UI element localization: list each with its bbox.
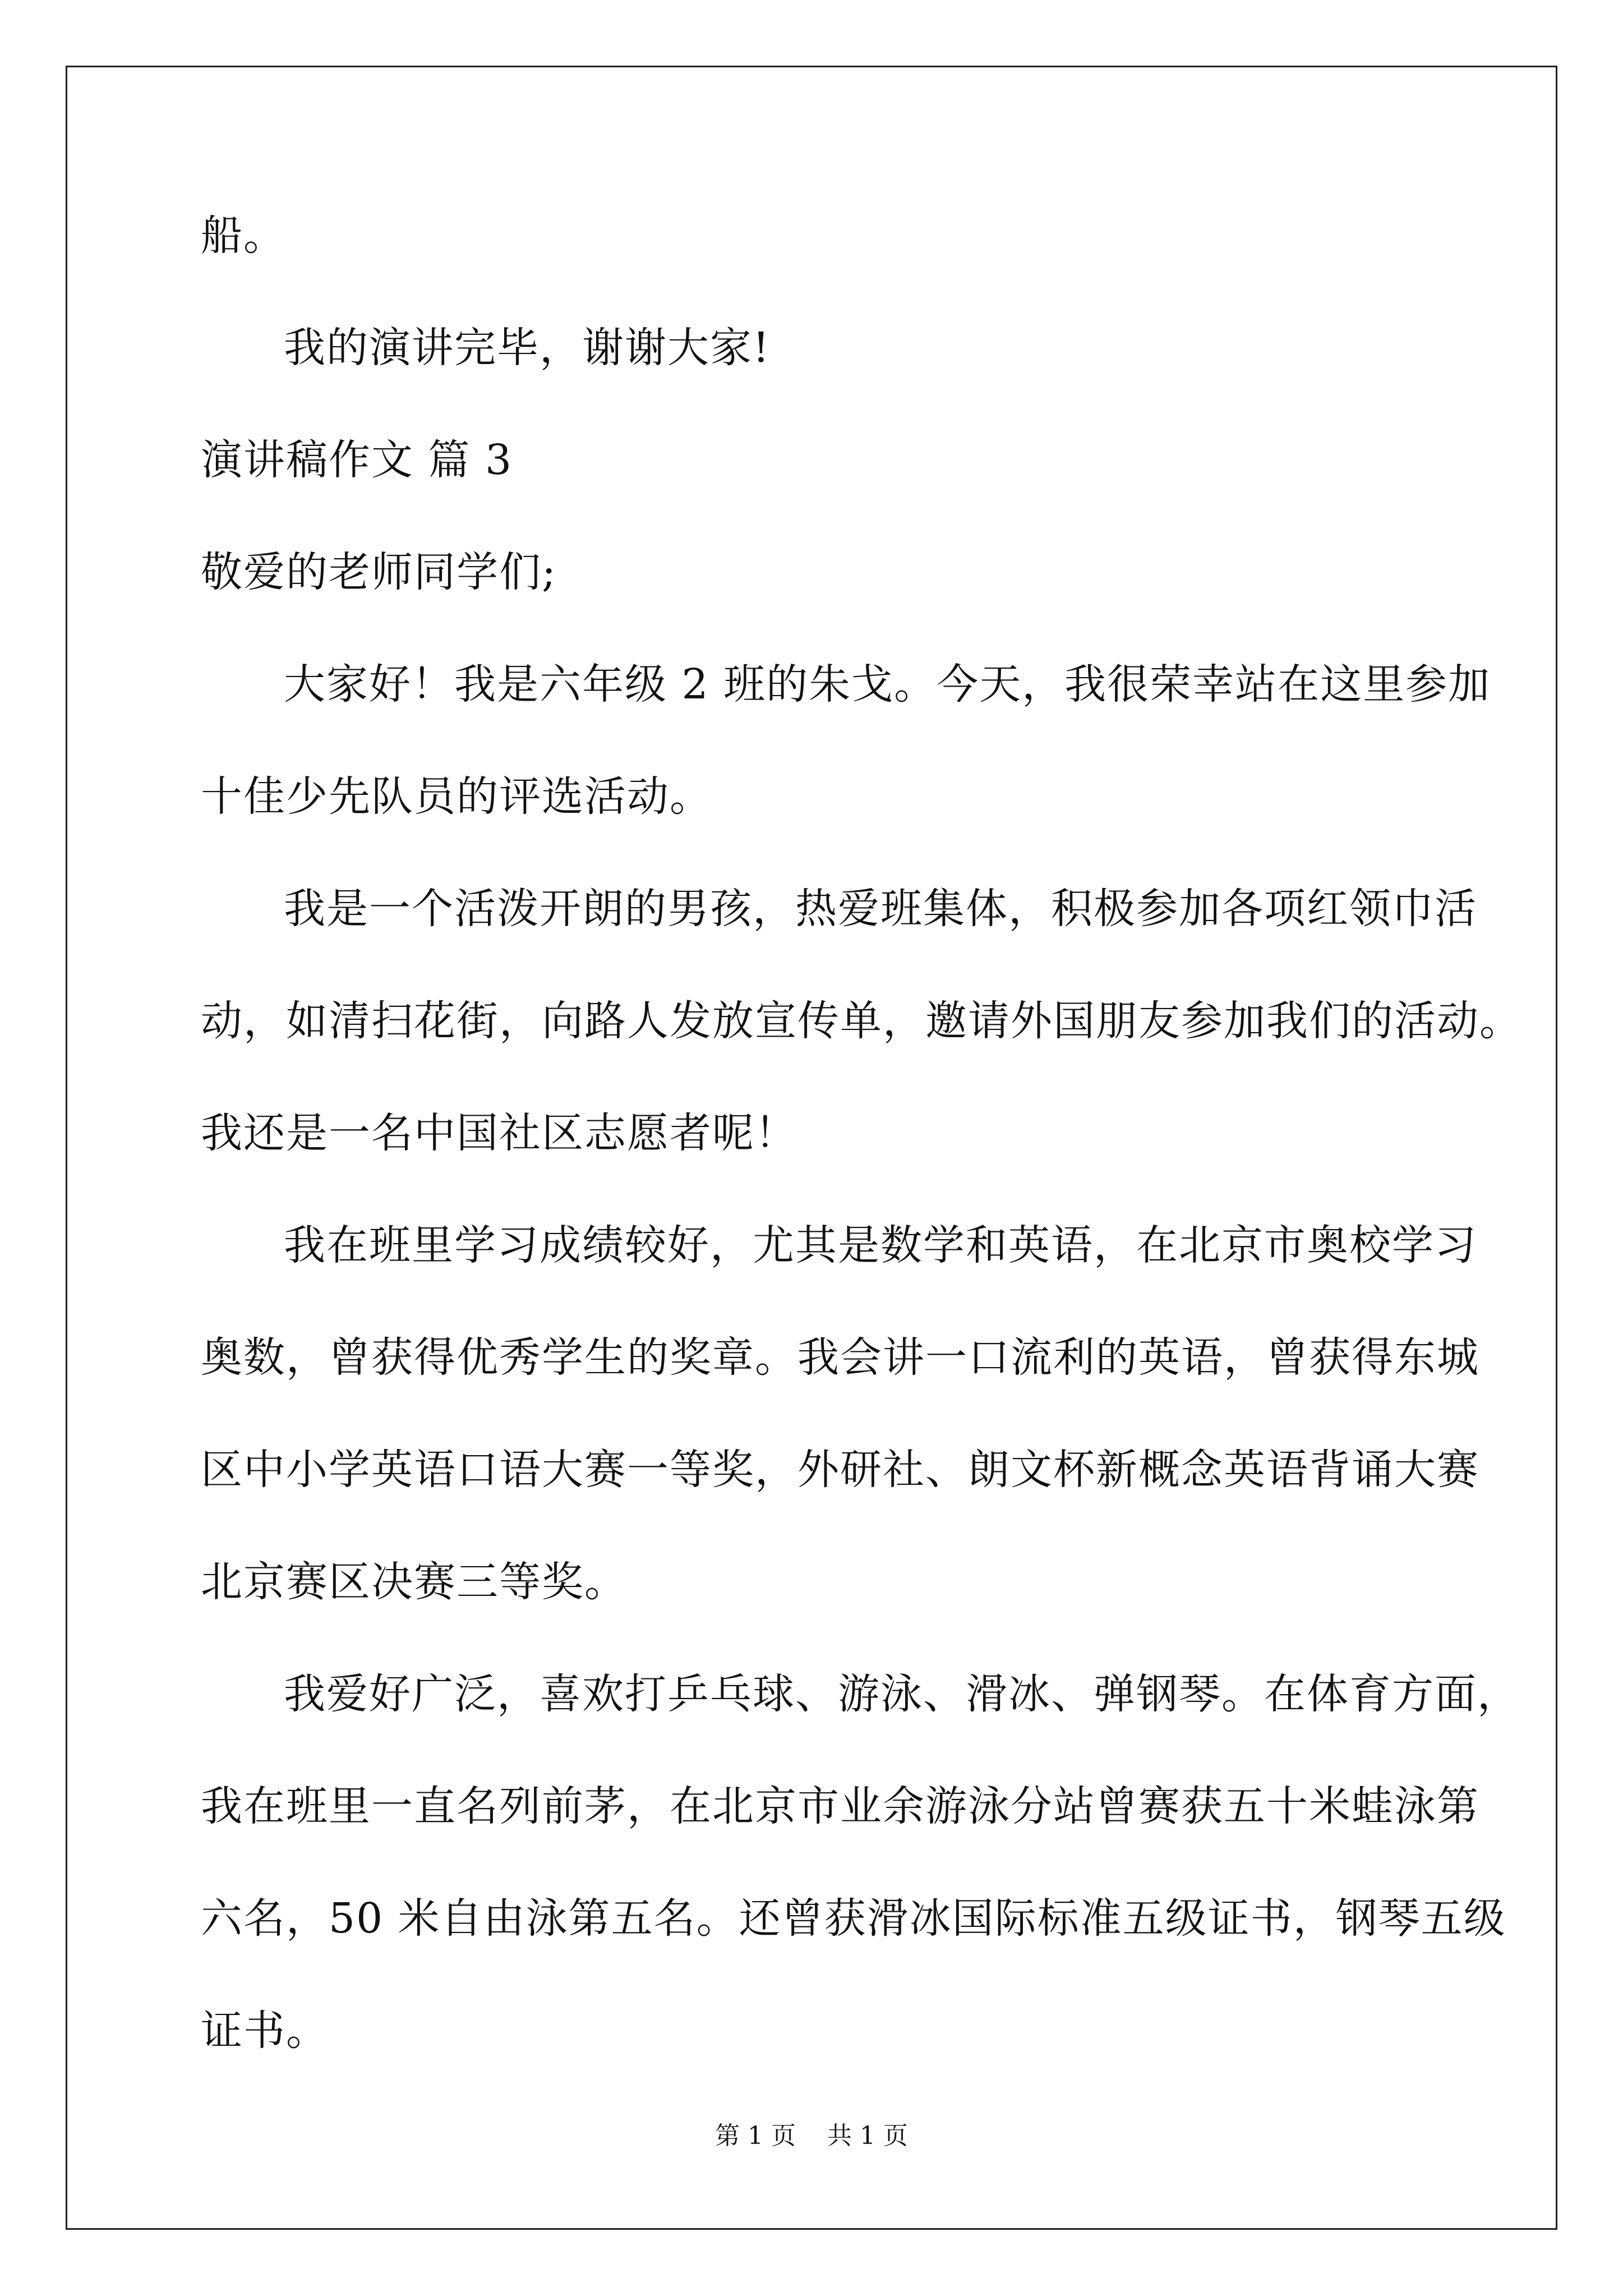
text-line: 我在班里学习成绩较好，尤其是数学和英语，在北京市奥校学习 [284, 1221, 1477, 1269]
text-line: 六名，50 米自由泳第五名。还曾获滑冰国际标准五级证书，钢琴五级 [201, 1894, 1506, 1943]
text-line: 大家好！我是六年级 2 班的朱戈。今天，我很荣幸站在这里参加 [284, 660, 1491, 708]
text-line: 我的演讲完毕，谢谢大家! [284, 324, 771, 372]
text-line: 我是一个活泼开朗的男孩，热爱班集体，积极参加各项红领巾活 [284, 885, 1477, 933]
text-line: 区中小学英语口语大赛一等奖，外研社、朗文杯新概念英语背诵大赛 [201, 1446, 1479, 1494]
text-line: 我还是一名中国社区志愿者呢！ [201, 1109, 797, 1157]
section-heading: 演讲稿作文 篇 3 [201, 436, 513, 484]
text-line: 证书。 [201, 2007, 329, 2055]
page-footer: 第 1 页 共 1 页 [715, 2122, 908, 2150]
text-line: 奥数，曾获得优秀学生的奖章。我会讲一口流利的英语，曾获得东城 [201, 1333, 1479, 1382]
text-line: 船。 [201, 211, 286, 260]
text-line: 我在班里一直名列前茅，在北京市业余游泳分站曾赛获五十米蛙泳第 [201, 1782, 1479, 1830]
text-line: 我爱好广泛，喜欢打乒乓球、游泳、滑冰、弹钢琴。在体育方面， [284, 1670, 1520, 1718]
salutation: 敬爱的老师同学们; [201, 548, 557, 596]
text-line: 北京赛区决赛三等奖。 [201, 1558, 627, 1606]
text-line: 动，如清扫花街，向路人发放宣传单，邀请外国朋友参加我们的活动。 [201, 997, 1522, 1045]
text-line: 十佳少先队员的评选活动。 [201, 772, 712, 821]
